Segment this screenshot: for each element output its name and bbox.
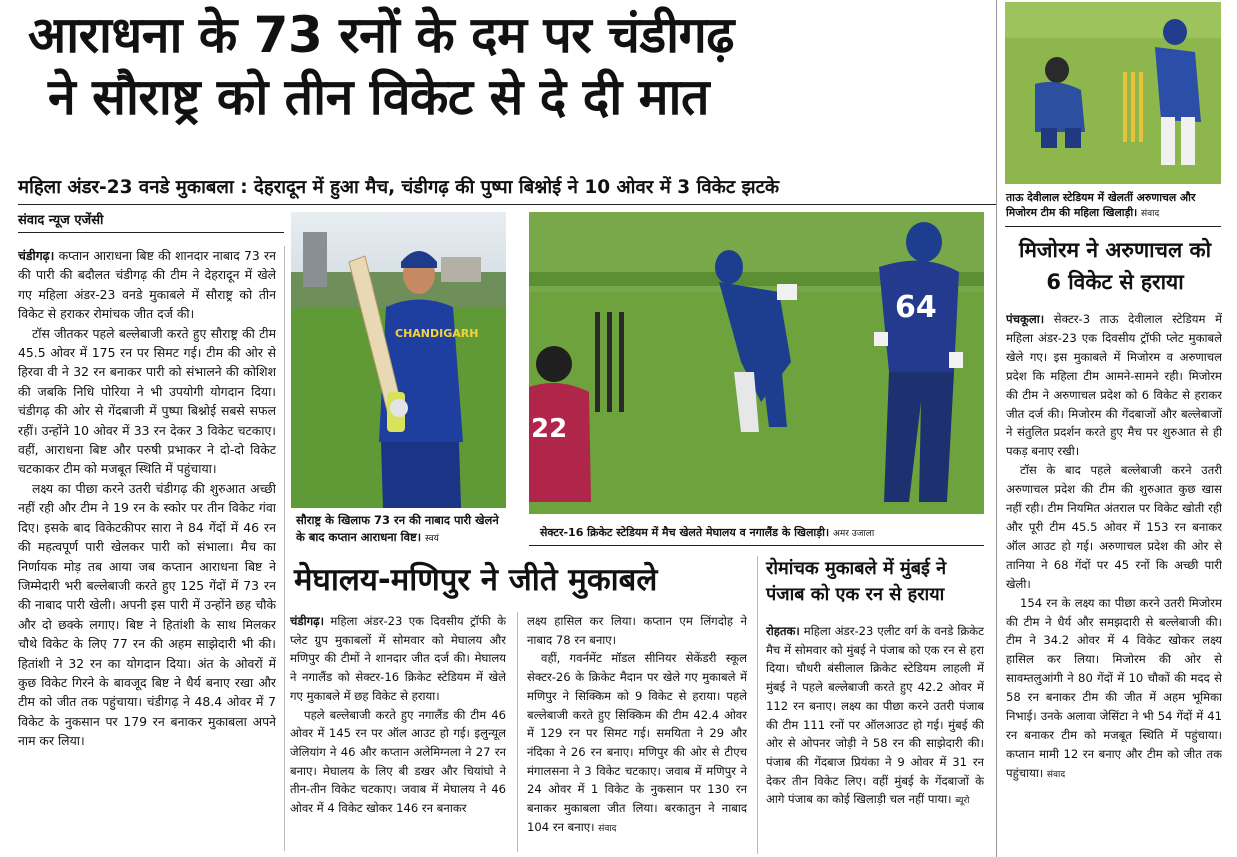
- byline: संवाद न्यूज एजेंसी: [18, 213, 104, 228]
- photo-match-credit: अमर उजाला: [833, 529, 875, 539]
- main-story-column: [18, 246, 276, 851]
- headline-line-2: ने सौराष्ट्र को तीन विकेट से दे दी मात: [48, 68, 709, 126]
- main-paragraph-3: लक्ष्य का पीछा करने उतरी चंडीगढ़ की शुरुआत अच्छी नहीं रही और टीम ने 19 रन के स्कोर पर तीन विकेट गंवा दिए। इसके बाद विकेटकीपर सारा ने 84 गेंदों में 46 रन की महत्वपूर्ण पारी खेलकर पारी को संभाला। मैच का निर्णायक मोड़ तब आया जब कप्तान आराधना बिष्ट ने जिम्मेदारी भरी बल्लेबाजी करते हुए 125 गेंदों में 73 रन की नाबाद पारी खेली। अपनी इस पारी में उन्होंने छह चौके और दो छक्के लगाए। बिष्ट ने हितांशी के साथ मिलकर चौथे विकेट के लिए 77 रन की अहम साझेदारी भी की। हितांशी ने 32 रन का योगदान दिया। अंत के ओवरों में कुछ विकेट गिरने के बावजूद बिष्ट ने धैर्य बनाए रखा और टीम को जीत तक पहुंचाया। चंडीगढ़ ने 48.4 ओवर में 7 विकेट के नुकसान पर 179 रन बनाकर मुकाबला अपने नाम कर लिया।: [18, 480, 276, 749]
- meghalaya-paragraph-2: पहले बल्लेबाजी करते हुए नगालैंड की टीम 46 ओवर में 145 रन पर ऑल आउट हो गई। इलुन्यूल जेलियांग ने 46 और कप्तान अलेमिग्नला ने 27 रन बनाए। मेघालय के लिए बी डखर और चियांघो ने तीन-तीन विकेट चटकाए। जवाब में मेघालय ने 46 ओवर में 4 विकेट खोकर 146 रन बनाकर: [290, 707, 506, 816]
- main-paragraph-1: कप्तान आराधना बिष्ट की शानदार नाबाद 73 रन की पारी की बदौलत चंडीगढ़ की टीम ने देहरादून में खेले गए महिला अंडर-23 वनडे मुकाबले में सौराष्ट्र को तीन विकेट से हराकर रोमांचक जीत दर्ज की।: [18, 248, 276, 322]
- meghalaya-headline: मेघालय-मणिपुर ने जीते मुकाबले: [294, 562, 658, 598]
- right-column-divider: [996, 0, 997, 857]
- mumbai-column-divider: [757, 556, 758, 854]
- photo-mizoram-credit: संवाद: [1141, 209, 1160, 219]
- mizoram-paragraph-1: सेक्टर-3 ताऊ देवीलाल स्टेडियम में महिला अंडर-23 एक दिवसीय ट्रॉफी प्लेट मुकाबले खेले गए। इस मुकाबले में मिजोरम व अरुणाचल प्रदेश कि महिला टीम आमने-सामने रही। मिजोरम की टीम ने अरुणाचल प्रदेश को 6 विकेट से हराकर जीत दर्ज की। मिजोरम की गेंदबाजों और बल्लेबाजों ने संतुलित प्रदर्शन करते हुए मैच पर शुरुआत से ही पकड़ बनाए रखी।: [1006, 312, 1222, 459]
- subhead-rule: [18, 204, 996, 205]
- mumbai-headline: रोमांचक मुकाबले में मुंबई ने पंजाब को एक रन से हराया: [766, 558, 947, 605]
- main-subhead: महिला अंडर-23 वनडे मुकाबला : देहरादून में हुआ मैच, चंडीगढ़ की पुष्पा बिश्नोई ने 10 ओवर में 3 विकेट झटके: [18, 177, 780, 198]
- mumbai-credit: ब्यूरो: [955, 796, 970, 807]
- meghalaya-credit: संवाद: [598, 823, 617, 834]
- meghalaya-column-1: [290, 612, 506, 855]
- meghalaya-paragraph-3: लक्ष्य हासिल कर लिया। कप्तान एम लिंगदोह ने नाबाद 78 रन बनाए।: [527, 614, 747, 647]
- photo-mizoram-caption: [1006, 190, 1224, 222]
- left-column-divider: [284, 246, 285, 851]
- photo-match-caption: [540, 524, 985, 543]
- headline-line-1: आराधना के 73 रनों के दम पर चंडीगढ़: [28, 6, 734, 64]
- meghalaya-column-2: [527, 612, 747, 855]
- photo-mizoram-rule: [1005, 226, 1221, 227]
- mizoram-column: [1006, 310, 1222, 855]
- mizoram-headline: मिजोरम ने अरुणाचल को 6 विकेट से हराया: [1018, 238, 1212, 294]
- meghalaya-dateline: चंडीगढ़।: [290, 614, 325, 628]
- jersey-text: CHANDIGARH: [395, 327, 479, 340]
- byline-rule: [18, 232, 284, 233]
- mizoram-paragraph-3: 154 रन के लक्ष्य का पीछा करने उतरी मिजोरम की टीम ने धैर्य और समझदारी से बल्लेबाजी की। टीम ने 34.2 ओवर में 4 विकेट खोकर लक्ष्य हासिल कर लिया। मिजोरम की ओर से सावम्तलुआंगी ने 80 गेंदों में 10 चौकों की मदद से 58 रन बनाकर टीम की जीत में अहम भूमिका निभाई। उनके अलावा जेसिंटा ने भी 54 गेंदों में 41 रन बनाकर टीम को मजबूत स्थिति में पहुंचाया। कप्तान मामी 12 रन बनाए और टीम को जीत तक पहुंचाया।: [1006, 595, 1222, 780]
- meghalaya-paragraph-4: वहीं, गवर्नमेंट मॉडल सीनियर सेकेंडरी स्कूल सेक्टर-26 के क्रिकेट मैदान पर खेले गए मुकाबले में मणिपुर ने सिक्किम को 9 विकेट से हराया। पहले बल्लेबाजी करते हुए सिक्किम की टीम 42.4 ओवर में 129 रन पर सिमट गई। समयिता ने 29 और नंदिका ने 26 रन बनाए। मणिपुर की ओर से टीएच मंगालसना ने 3 विकेट चटकाए। जवाब में मणिपुर ने 24 ओवर में 1 विकेट के नुकसान पर 130 रन बनाकर मुकाबला जीत लिया। बरकातुन ने नाबाद 104 रन बनाए।: [527, 651, 747, 834]
- jersey-number-64: 64: [895, 290, 937, 325]
- photo-captain-caption: [296, 512, 508, 548]
- photo-match-action: [529, 212, 984, 514]
- photo-captain-caption-text: सौराष्ट्र के खिलाफ 73 रन की नाबाद पारी खेलने के बाद कप्तान आराधना विष्ट।: [296, 513, 499, 544]
- jersey-number-22: 22: [531, 414, 568, 444]
- mumbai-dateline: रोहतक।: [766, 624, 800, 638]
- photo-mizoram-image: [1005, 2, 1221, 184]
- photo-match-action-image: [529, 212, 984, 514]
- photo-mizoram-caption-text: ताऊ देवीलाल स्टेडियम में खेलतीं अरुणाचल और मिजोरम टीम की महिला खिलाड़ी।: [1006, 191, 1196, 219]
- mizoram-dateline: पंचकूला।: [1006, 312, 1045, 326]
- mumbai-body: महिला अंडर-23 एलीट वर्ग के वनडे क्रिकेट मैच में सोमवार को मुंबई ने पंजाब को एक रन से हरा दिया। चौधरी बंसीलाल क्रिकेट स्टेडियम लाहली में मुंबई ने पहले बल्लेबाजी करते हुए 42.2 ओवर में 112 रन बनाए। लक्ष्य का पीछा करने उतरी पंजाब की टीम 111 रनों पर ऑलआउट हो गई। मुंबई की ओर से ओपनर जोड़ी ने 58 रन की साझेदारी की। पंजाब की गेंदबाज प्रियंका ने 9 ओवर में 31 रन देकर तीन विकेट लिए। वहीं मुंबई के गेंदबाजों के आगे पंजाब का कोई खिलाड़ी चल नहीं पाया।: [766, 624, 984, 807]
- main-dateline: चंडीगढ़।: [18, 248, 55, 263]
- mizoram-credit: संवाद: [1046, 769, 1066, 780]
- meghalaya-column-divider: [517, 612, 518, 852]
- photo-captain: [291, 212, 506, 508]
- photo-captain-image: [291, 212, 506, 508]
- photo-mizoram: [1005, 2, 1221, 184]
- meghalaya-paragraph-1: महिला अंडर-23 एक दिवसीय ट्रॉफी के प्लेट ग्रुप मुकाबलों में सोमवार को मेघालय और मणिपुर की टीमों ने शानदार जीत दर्ज की। मेघालय ने नगालैंड को सेक्टर-16 क्रिकेट स्टेडियम में खेले गए मुकाबले में छह विकेट से हराया।: [290, 614, 506, 703]
- mumbai-column: [766, 622, 984, 854]
- photo-match-caption-text: सेक्टर-16 क्रिकेट स्टेडियम में मैच खेलते मेघालय व नगालैंड के खिलाड़ी।: [540, 526, 830, 539]
- main-headline: [18, 4, 998, 128]
- photo-captain-credit: स्वयं: [425, 534, 439, 544]
- photo-match-rule: [529, 545, 984, 546]
- mizoram-paragraph-2: टॉस के बाद पहले बल्लेबाजी करने उतरी अरुणाचल प्रदेश की टीम की शुरुआत कुछ खास नहीं रही। टीम नियमित अंतराल पर विकेट खोती रही और पूरी टीम 45.5 ओवर में 153 रन बनाकर ऑल आउट हो गई। अरुणाचल प्रदेश की ओर से तानिया ने 68 गेंदों पर 45 रनों कि अच्छी पारी खेली।: [1006, 463, 1222, 591]
- main-paragraph-2: टॉस जीतकर पहले बल्लेबाजी करते हुए सौराष्ट्र की टीम 45.5 ओवर में 175 रन पर सिमट गई। टीम की ओर से हिरवा वी ने 32 रन बनाकर पारी को संभालने की कोशिश की जबकि निधि पोरिया ने भी उपयोगी योगदान दिया। चंडीगढ़ की ओर से गेंदबाजी में पुष्पा बिश्नोई सबसे सफल रहीं। उन्होंने 10 ओवर में 33 रन देकर 3 विकेट चटकाए। वहीं, आराधना बिष्ट और परुषी प्रभाकर ने दो-दो विकेट चटकाकर टीम को मजबूत स्थिति में पहुंचाया।: [18, 325, 276, 477]
